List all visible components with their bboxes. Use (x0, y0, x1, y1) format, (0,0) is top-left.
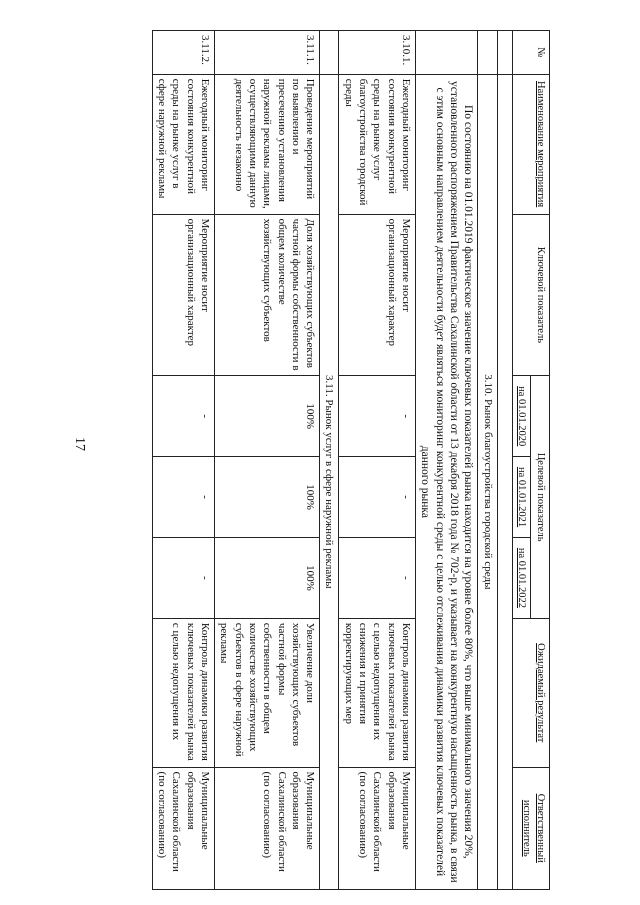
row-name: Ежегодный мониторинг состояния конкурентной среды на рынке услуг в сфере наружной рекламы (152, 74, 214, 214)
row-value-2021: 100% (215, 457, 320, 538)
row-value-2022: - (152, 538, 214, 619)
header-date-2020: на 01.01.2020 (512, 376, 531, 457)
row-executor: Муниципальные образования Сахалинской области (по согласованию) (152, 767, 214, 889)
table-row (152, 31, 214, 890)
row-value-2020: 100% (215, 376, 320, 457)
row-name: Проведение мероприятий по выявлению и пресечению установления наружной рекламы лицами, осуществляющими данную деятельность незаконно (215, 74, 320, 214)
header-date-2022: на 01.01.2022 (512, 538, 531, 619)
row-result: Контроль динамики развития ключевых показателей рынка с целью недопущения их снижения и принятия корректирующих мер (339, 618, 415, 767)
row-result: Увеличение доли хозяйствующих субъектов частной формы собственности в общем количестве хозяйствующих субъектов в сфере наружной рекламы (215, 618, 320, 767)
section-3-11-title: 3.11. Рынок услуг в сфере наружной рекламы (320, 74, 339, 889)
row-value-2020: - (152, 376, 214, 457)
section-title-row (478, 31, 497, 890)
row-number: 3.10.1. (339, 31, 415, 75)
section-3-10-preamble: По состоянию на 01.01.2019 фактическое значение ключевых показателей рынка находится на уровне более 80%, что выше минимального значения 20%, установленного распоряжением Правительства Сахалинской области от 13 декабря 2018 года № 702-р, и указывает на конкурентную насыщенность рынка, в связи с этим основным направлением деятельности будет являться мониторинг конкурентной среды с целью отслеживания динамики развития ключевых показателей данного рынка (415, 74, 478, 889)
section-3-10-title: 3.10. Рынок благоустройства городской среды (478, 74, 497, 889)
table-row (339, 31, 415, 890)
row-value-2021: - (339, 457, 415, 538)
section-title-row (320, 31, 339, 890)
header-number: № (512, 31, 549, 75)
row-indicator: Доля хозяйствующих субъектов частной формы собственности в общем количестве хозяйствующих субъектов (215, 214, 320, 376)
page-number: 17 (72, 437, 87, 451)
row-indicator: Мероприятие носит организационный характер (152, 214, 214, 376)
header-name: Наименование мероприятия (512, 74, 549, 214)
section-preamble-row (415, 31, 478, 890)
row-value-2022: 100% (215, 538, 320, 619)
row-value-2020: - (339, 376, 415, 457)
document-sheet (90, 30, 550, 890)
row-executor: Муниципальные образования Сахалинской области (по согласованию) (215, 767, 320, 889)
header-date-2021: на 01.01.2021 (512, 457, 531, 538)
header-result: Ожидаемый результат (512, 618, 549, 767)
row-name: Ежегодный мониторинг состояния конкурентной среды на рынке услуг благоустройства городской среды (339, 74, 415, 214)
row-number: 3.11.1. (215, 31, 320, 75)
row-result: Контроль динамики развития ключевых показателей рынка с целью недопущения их (152, 618, 214, 767)
action-plan-table (152, 30, 550, 890)
header-executor: Ответственный исполнитель (512, 767, 549, 889)
row-number: 3.11.2. (152, 31, 214, 75)
header-target: Целевой показатель (531, 376, 550, 619)
row-executor: Муниципальные образования Сахалинской области (по согласованию) (339, 767, 415, 889)
table-header-row (531, 31, 550, 890)
spacer-row (497, 31, 512, 890)
header-indicator: Ключевой показатель (512, 214, 549, 376)
row-indicator: Мероприятие носит организационный характер (339, 214, 415, 376)
row-value-2022: - (339, 538, 415, 619)
table-row (215, 31, 320, 890)
row-value-2021: - (152, 457, 214, 538)
